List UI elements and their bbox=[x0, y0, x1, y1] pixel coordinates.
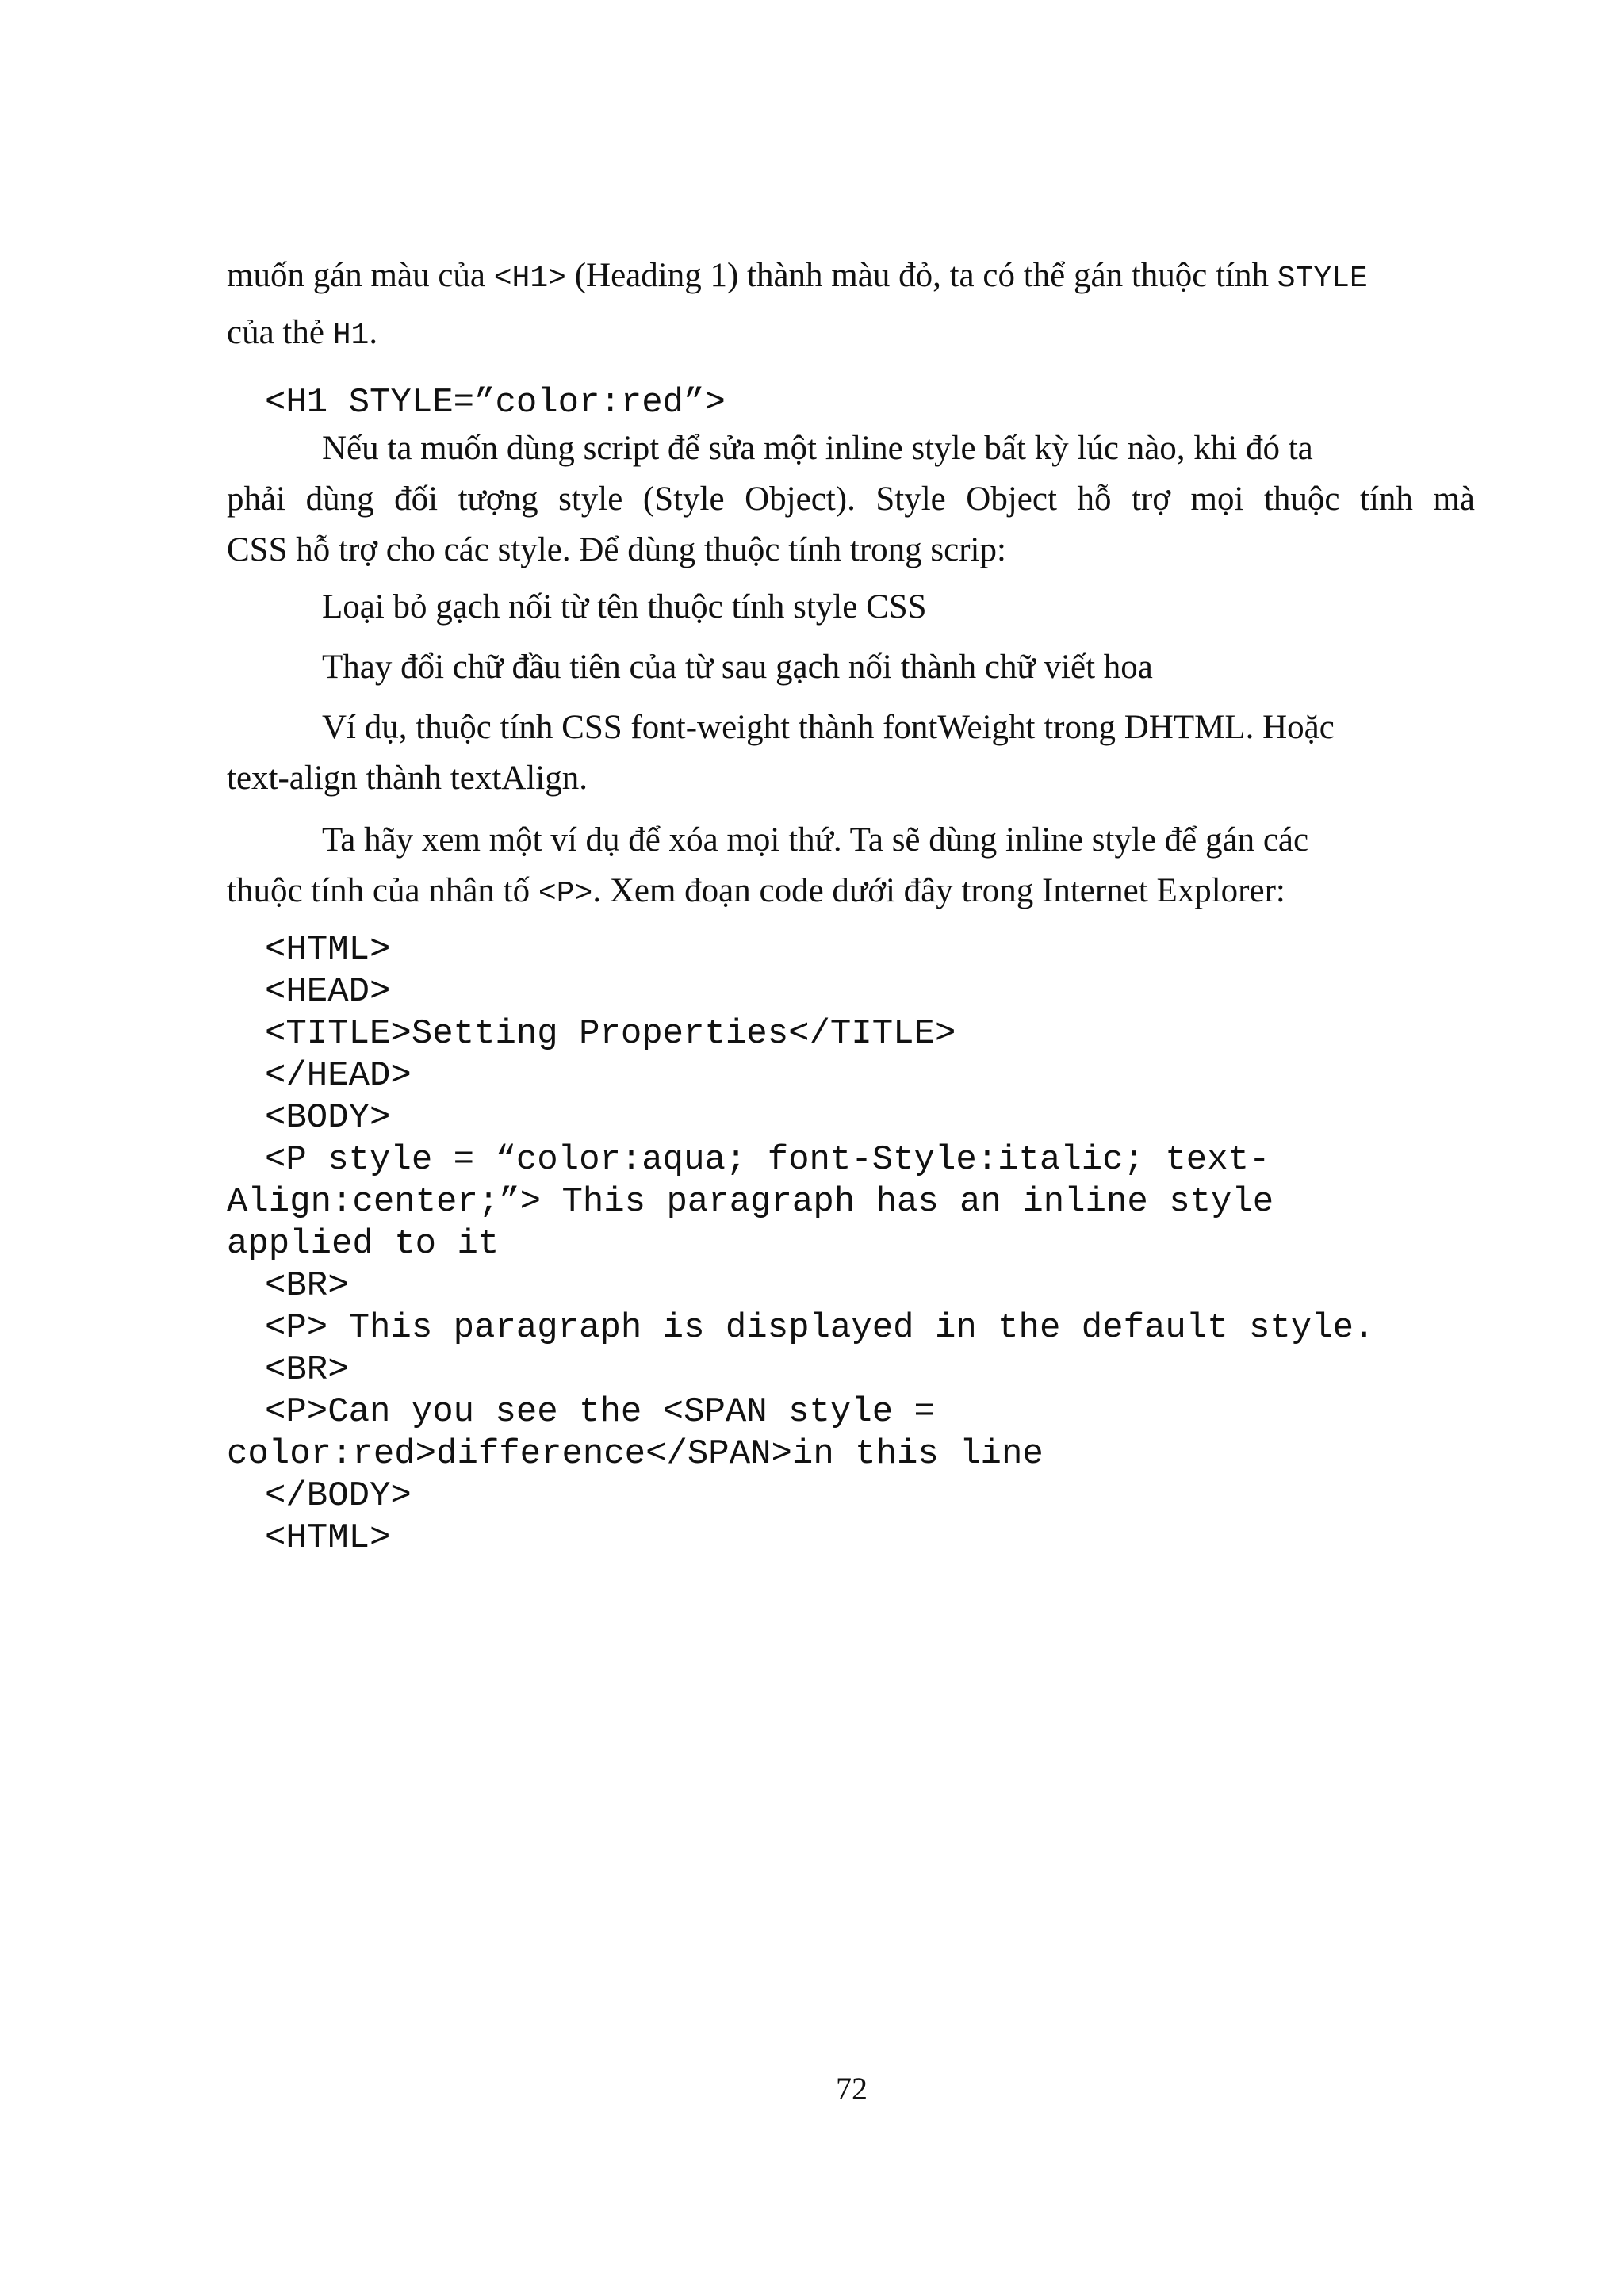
code-line: <TITLE>Setting Properties</TITLE> bbox=[265, 1014, 956, 1054]
paragraph-2-line-1: Ví dụ, thuộc tính CSS font-weight thành fontWeight trong DHTML. Hoặc bbox=[322, 709, 1335, 746]
code-line: <HTML> bbox=[265, 930, 391, 970]
paragraph-text: thuộc tính của nhân tố bbox=[227, 872, 538, 909]
paragraph-1-line-3: CSS hỗ trợ cho các style. Để dùng thuộc tính trong scrip: bbox=[227, 531, 1006, 568]
code-line: <P style = “color:aqua; font-Style:italic; text- bbox=[265, 1140, 1270, 1180]
intro-text: (Heading 1) thành màu đỏ, ta có thể gán thuộc tính bbox=[565, 257, 1277, 294]
paragraph-2-line-2: text-align thành textAlign. bbox=[227, 760, 588, 797]
code-line: <P>Can you see the <SPAN style = bbox=[265, 1392, 935, 1432]
intro-text: . bbox=[369, 314, 378, 351]
step-item: Loại bỏ gạch nối từ tên thuộc tính style CSS bbox=[322, 588, 927, 626]
paragraph-text: . Xem đoạn code dưới đây trong Internet Explorer: bbox=[592, 872, 1285, 909]
code-line: <BR> bbox=[265, 1266, 349, 1306]
intro-line-1 bbox=[227, 252, 1368, 303]
code-line: </HEAD> bbox=[265, 1056, 412, 1096]
intro-text: của thẻ bbox=[227, 314, 333, 351]
code-line: Align:center;”> This paragraph has an inline style bbox=[227, 1182, 1274, 1222]
paragraph-1-line-2: phải dùng đối tượng style (Style Object). Style Object hỗ trợ mọi thuộc tính mà bbox=[227, 480, 1475, 518]
example-code: <H1 STYLE=”color:red”> bbox=[265, 383, 726, 423]
page-number: 72 bbox=[836, 2071, 868, 2107]
intro-line-2 bbox=[227, 309, 377, 360]
code-line: <HTML> bbox=[265, 1518, 391, 1558]
paragraph-3-line-1: Ta hãy xem một ví dụ để xóa mọi thứ. Ta sẽ dùng inline style để gán các bbox=[322, 821, 1309, 859]
code-line: applied to it bbox=[227, 1224, 500, 1264]
inline-code-h1: <H1> bbox=[493, 262, 566, 296]
code-line: </BODY> bbox=[265, 1476, 412, 1516]
paragraph-1-line-1: Nếu ta muốn dùng script để sửa một inline style bất kỳ lúc nào, khi đó ta bbox=[322, 430, 1313, 467]
code-line: <HEAD> bbox=[265, 972, 391, 1012]
step-item: Thay đổi chữ đầu tiên của từ sau gạch nối thành chữ viết hoa bbox=[322, 649, 1153, 686]
code-line: <BR> bbox=[265, 1350, 349, 1390]
paragraph-3-line-2 bbox=[227, 867, 1285, 918]
inline-code-h1: H1 bbox=[332, 319, 370, 353]
code-line: color:red>difference</SPAN>in this line bbox=[227, 1434, 1044, 1474]
code-line: <P> This paragraph is displayed in the default style. bbox=[265, 1308, 1375, 1348]
code-line: <BODY> bbox=[265, 1098, 391, 1138]
intro-text: muốn gán màu của bbox=[227, 257, 494, 294]
inline-code-p: <P> bbox=[538, 877, 593, 911]
inline-code-style: STYLE bbox=[1277, 262, 1368, 296]
